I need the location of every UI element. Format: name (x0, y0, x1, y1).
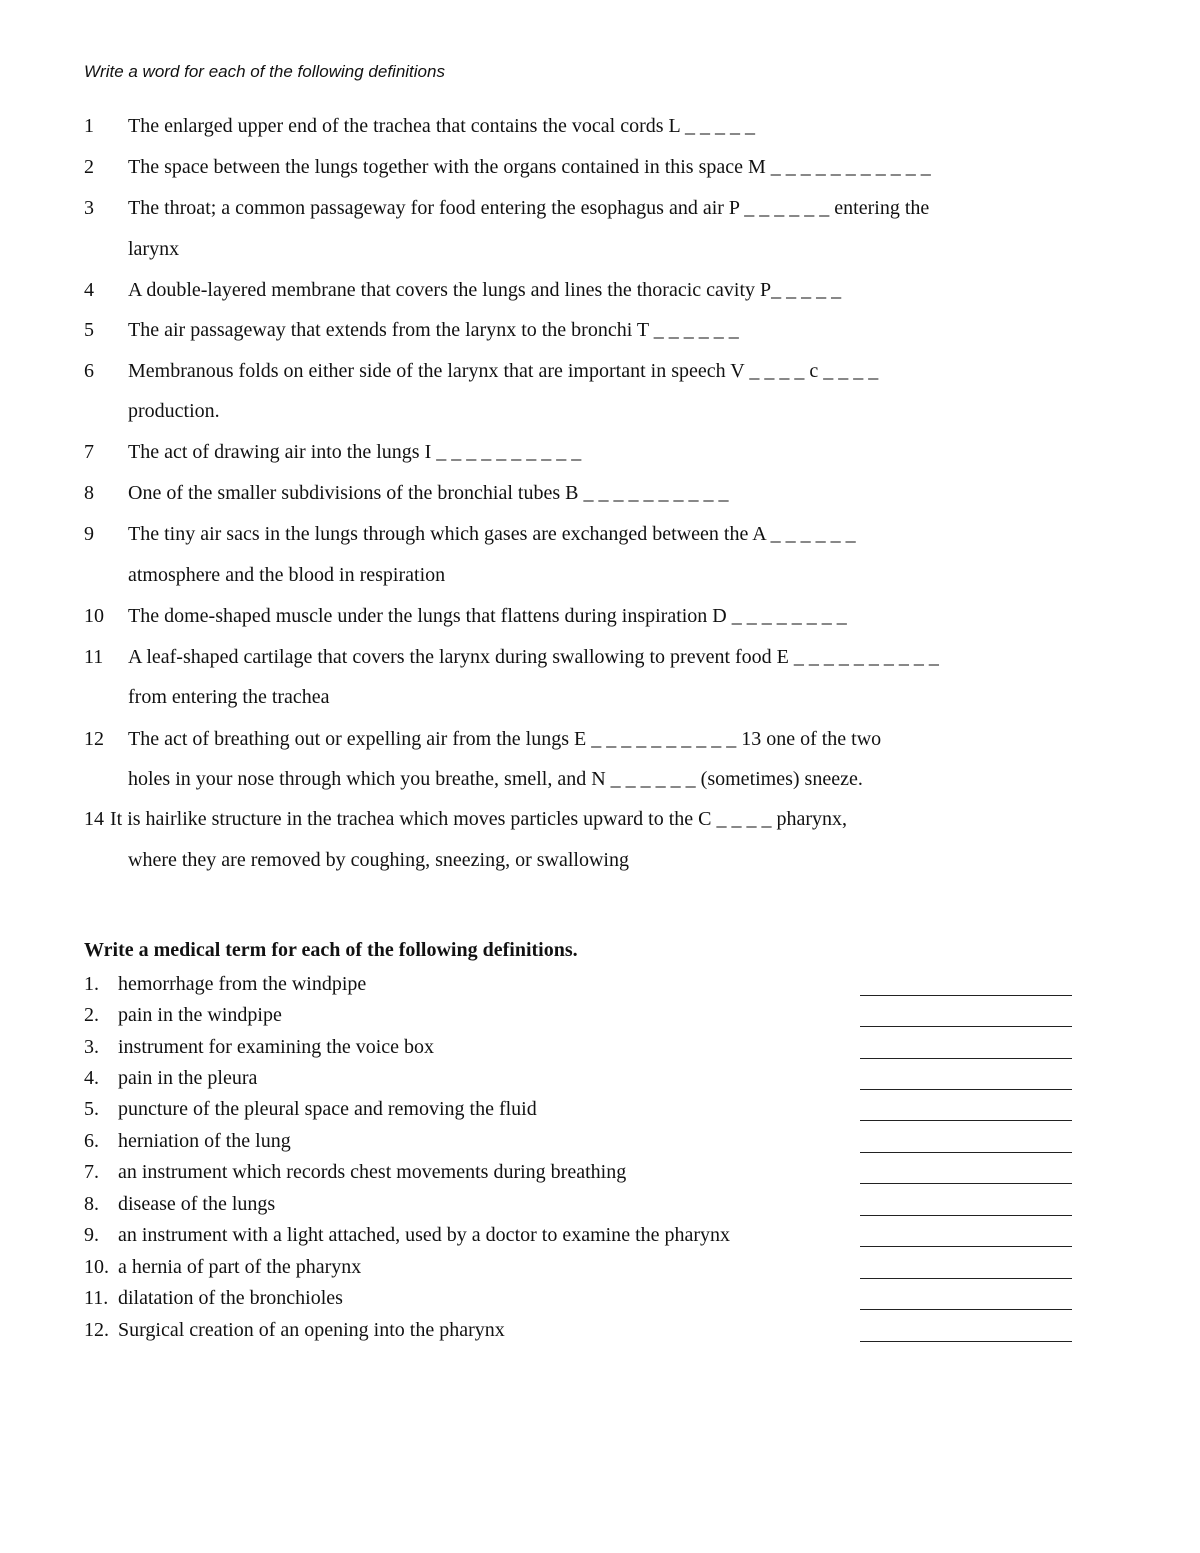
item-number: 12. (84, 1319, 109, 1341)
item-number: 5. (84, 1098, 99, 1120)
line-number: 10 (84, 605, 104, 627)
definition-text: The throat; a common passageway for food entering the esophagus and air P _ _ _ _ _ _ entering the (128, 197, 930, 219)
definition-text: The space between the lungs together with the organs contained in this space M _ _ _ _ _ _ _ _ _ _ _ (128, 156, 931, 178)
item-number: 2. (84, 1004, 99, 1026)
definition-text: where they are removed by coughing, sneezing, or swallowing (128, 849, 629, 871)
line-number: 1 (84, 115, 94, 137)
definition-text: The act of drawing air into the lungs I _ _ _ _ _ _ _ _ _ _ (128, 441, 582, 463)
answer-blank[interactable] (860, 1215, 1072, 1216)
item-text: hemorrhage from the windpipe (118, 973, 367, 995)
answer-blank[interactable] (860, 1089, 1072, 1090)
item-number: 3. (84, 1036, 99, 1058)
item-number: 8. (84, 1193, 99, 1215)
definition-text: The enlarged upper end of the trachea that contains the vocal cords L _ _ _ _ _ (128, 115, 755, 137)
item-text: a hernia of part of the pharynx (118, 1256, 362, 1278)
answer-blank[interactable] (860, 1120, 1072, 1121)
definition-text: from entering the trachea (128, 686, 330, 708)
definition-text: holes in your nose through which you breathe, smell, and N _ _ _ _ _ _ (sometimes) sneeze. (128, 768, 863, 790)
line-number: 5 (84, 319, 94, 341)
item-text: pain in the pleura (118, 1067, 258, 1089)
definition-text: Membranous folds on either side of the larynx that are important in speech V _ _ _ _ c _ _ _ _ (128, 360, 879, 382)
item-text: pain in the windpipe (118, 1004, 282, 1026)
definition-text: A double-layered membrane that covers the lungs and lines the thoracic cavity P_ _ _ _ _ (128, 279, 842, 301)
item-text: herniation of the lung (118, 1130, 291, 1152)
section1-heading: Write a word for each of the following definitions (84, 62, 445, 81)
definition-text: production. (128, 400, 220, 422)
item-number: 4. (84, 1067, 99, 1089)
answer-blank[interactable] (860, 1341, 1072, 1342)
answer-blank[interactable] (860, 1058, 1072, 1059)
line-number: 6 (84, 360, 94, 382)
answer-blank[interactable] (860, 1183, 1072, 1184)
line-number: 12 (84, 728, 104, 750)
definition-text: The act of breathing out or expelling air from the lungs E _ _ _ _ _ _ _ _ _ _ 13 one of the two (128, 728, 882, 750)
item-text: instrument for examining the voice box (118, 1036, 435, 1058)
definition-text: It is hairlike structure in the trachea which moves particles upward to the C _ _ _ _ pharynx, (110, 808, 848, 830)
item-number: 7. (84, 1161, 99, 1183)
answer-blank[interactable] (860, 1309, 1072, 1310)
line-number: 2 (84, 156, 94, 178)
line-number: 3 (84, 197, 94, 219)
item-text: dilatation of the bronchioles (118, 1287, 343, 1309)
section2-heading: Write a medical term for each of the following definitions. (84, 939, 578, 961)
line-number: 14 (84, 808, 104, 830)
definition-text: The tiny air sacs in the lungs through which gases are exchanged between the A _ _ _ _ _ _ (128, 523, 856, 545)
definition-text: atmosphere and the blood in respiration (128, 564, 446, 586)
item-number: 9. (84, 1224, 99, 1246)
definition-text: One of the smaller subdivisions of the bronchial tubes B _ _ _ _ _ _ _ _ _ _ (128, 482, 729, 504)
item-number: 1. (84, 973, 99, 995)
definition-text: The dome-shaped muscle under the lungs that flattens during inspiration D _ _ _ _ _ _ _ _ (128, 605, 847, 627)
line-number: 7 (84, 441, 94, 463)
answer-blank[interactable] (860, 1026, 1072, 1027)
line-number: 11 (84, 646, 104, 668)
answer-blank[interactable] (860, 1246, 1072, 1247)
item-text: an instrument with a light attached, used by a doctor to examine the pharynx (118, 1224, 731, 1246)
definition-text: A leaf-shaped cartilage that covers the larynx during swallowing to prevent food E _ _ _ _ _ _ _ _ _ _ (128, 646, 939, 668)
line-number: 9 (84, 523, 94, 545)
answer-blank[interactable] (860, 1278, 1072, 1279)
item-text: an instrument which records chest movements during breathing (118, 1161, 627, 1183)
line-number: 4 (84, 279, 94, 301)
definition-text: larynx (128, 238, 180, 260)
item-number: 11. (84, 1287, 109, 1309)
definition-text: The air passageway that extends from the larynx to the bronchi T _ _ _ _ _ _ (128, 319, 739, 341)
item-text: disease of the lungs (118, 1193, 276, 1215)
item-text: Surgical creation of an opening into the pharynx (118, 1319, 505, 1341)
item-text: puncture of the pleural space and removing the fluid (118, 1098, 537, 1120)
answer-blank[interactable] (860, 995, 1072, 996)
answer-blank[interactable] (860, 1152, 1072, 1153)
item-number: 6. (84, 1130, 99, 1152)
item-number: 10. (84, 1256, 109, 1278)
line-number: 8 (84, 482, 94, 504)
